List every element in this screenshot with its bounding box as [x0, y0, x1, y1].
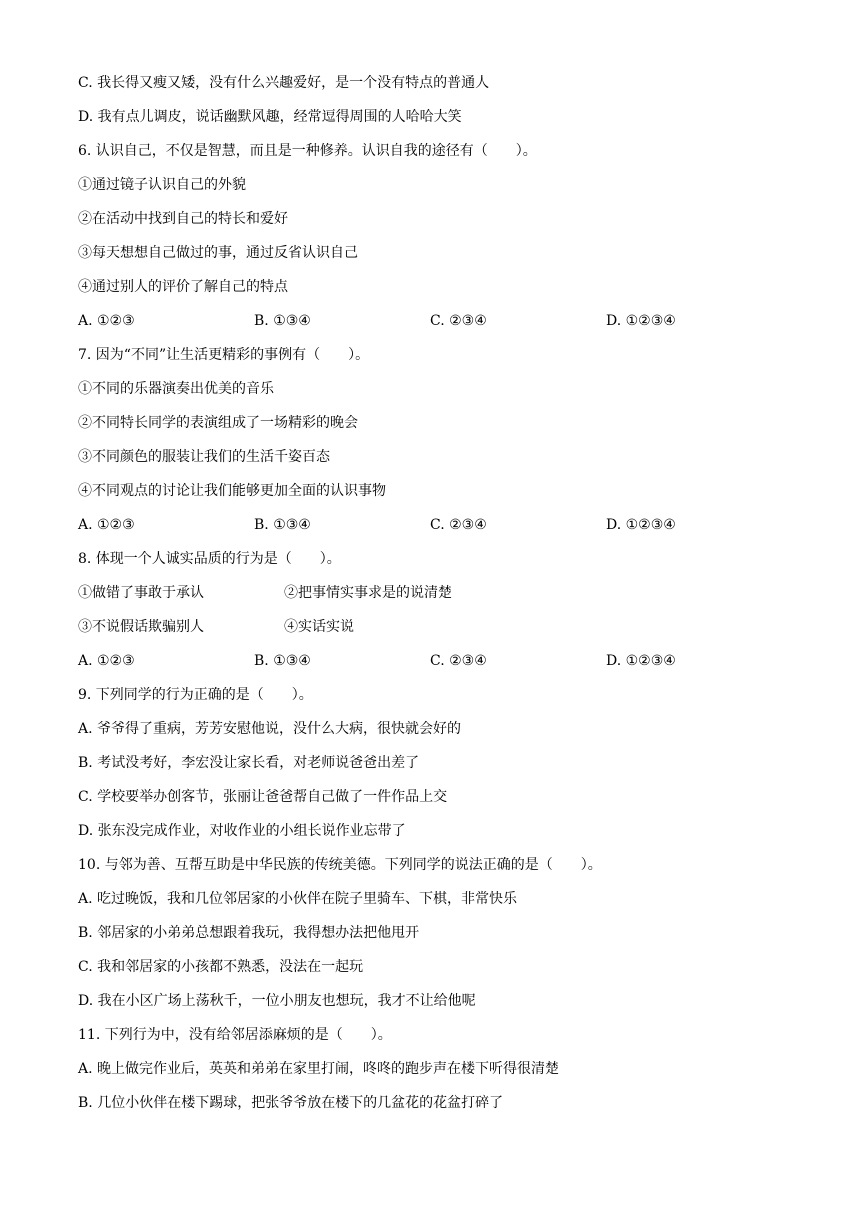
q10-option-d: D. 我在小区广场上荡秋千，一位小朋友也想玩，我才不让给他呢	[78, 993, 476, 1009]
q11-option-b: B. 几位小伙伴在楼下踢球，把张爷爷放在楼下的几盆花的花盆打碎了	[78, 1095, 504, 1111]
q6-item-2: ②在活动中找到自己的特长和爱好	[78, 211, 288, 227]
q7-option-c: C. ②③④	[430, 517, 487, 533]
q8-options	[78, 644, 798, 678]
q6-options	[78, 304, 798, 338]
q10-option-c: C. 我和邻居家的小孩都不熟悉，没法在一起玩	[78, 959, 364, 975]
q9-option-c: C. 学校要举办创客节，张丽让爸爸帮自己做了一件作品上交	[78, 789, 448, 805]
q8-items-row-2	[78, 610, 798, 644]
q6-option-b: B. ①③④	[254, 313, 311, 329]
q7-options	[78, 508, 798, 542]
q6-item-1: ①通过镜子认识自己的外貌	[78, 177, 246, 193]
q8-stem: 8. 体现一个人诚实品质的行为是（ ）。	[78, 551, 341, 567]
q7-item-3: ③不同颜色的服装让我们的生活千姿百态	[78, 449, 330, 465]
q8-items-row-1	[78, 576, 798, 610]
q8-option-a: A. ①②③	[78, 653, 135, 669]
q7-item-4: ④不同观点的讨论让我们能够更加全面的认识事物	[78, 483, 386, 499]
q6-option-a: A. ①②③	[78, 313, 135, 329]
q8-item-2: ②把事情实事求是的说清楚	[284, 585, 452, 601]
q6-stem: 6. 认识自己，不仅是智慧，而且是一种修养。认识自我的途径有（ ）。	[78, 143, 537, 159]
q8-option-c: C. ②③④	[430, 653, 487, 669]
q10-option-b: B. 邻居家的小弟弟总想跟着我玩，我得想办法把他甩开	[78, 925, 420, 941]
q7-option-d: D. ①②③④	[606, 517, 676, 533]
q9-option-b: B. 考试没考好，李宏没让家长看，对老师说爸爸出差了	[78, 755, 420, 771]
q6-item-4: ④通过别人的评价了解自己的特点	[78, 279, 288, 295]
q5-option-c: C. 我长得又瘦又矮，没有什么兴趣爱好，是一个没有特点的普通人	[78, 75, 490, 91]
q10-option-a: A. 吃过晚饭，我和几位邻居家的小伙伴在院子里骑车、下棋，非常快乐	[78, 891, 518, 907]
q9-stem: 9. 下列同学的行为正确的是（ ）。	[78, 687, 313, 703]
q11-stem: 11. 下列行为中，没有给邻居添麻烦的是（ ）。	[78, 1027, 392, 1043]
q8-item-1: ①做错了事敢于承认	[78, 585, 204, 601]
q7-stem: 7. 因为“不同”让生活更精彩的事例有（ ）。	[78, 347, 370, 363]
q8-option-d: D. ①②③④	[606, 653, 676, 669]
q6-option-d: D. ①②③④	[606, 313, 676, 329]
q6-option-c: C. ②③④	[430, 313, 487, 329]
q8-item-4: ④实话实说	[284, 619, 354, 635]
q11-option-a: A. 晚上做完作业后，英英和弟弟在家里打闹，咚咚的跑步声在楼下听得很清楚	[78, 1061, 560, 1077]
q6-item-3: ③每天想想自己做过的事，通过反省认识自己	[78, 245, 358, 261]
q9-option-a: A. 爷爷得了重病，芳芳安慰他说，没什么大病，很快就会好的	[78, 721, 462, 737]
q7-option-a: A. ①②③	[78, 517, 135, 533]
q7-option-b: B. ①③④	[254, 517, 311, 533]
q8-option-b: B. ①③④	[254, 653, 311, 669]
q7-item-2: ②不同特长同学的表演组成了一场精彩的晚会	[78, 415, 358, 431]
q7-item-1: ①不同的乐器演奏出优美的音乐	[78, 381, 274, 397]
q8-item-3: ③不说假话欺骗别人	[78, 619, 204, 635]
q5-option-d: D. 我有点儿调皮，说话幽默风趣，经常逗得周围的人哈哈大笑	[78, 109, 462, 125]
exam-page	[78, 66, 798, 1120]
q10-stem: 10. 与邻为善、互帮互助是中华民族的传统美德。下列同学的说法正确的是（ ）。	[78, 857, 602, 873]
q9-option-d: D. 张东没完成作业，对收作业的小组长说作业忘带了	[78, 823, 406, 839]
